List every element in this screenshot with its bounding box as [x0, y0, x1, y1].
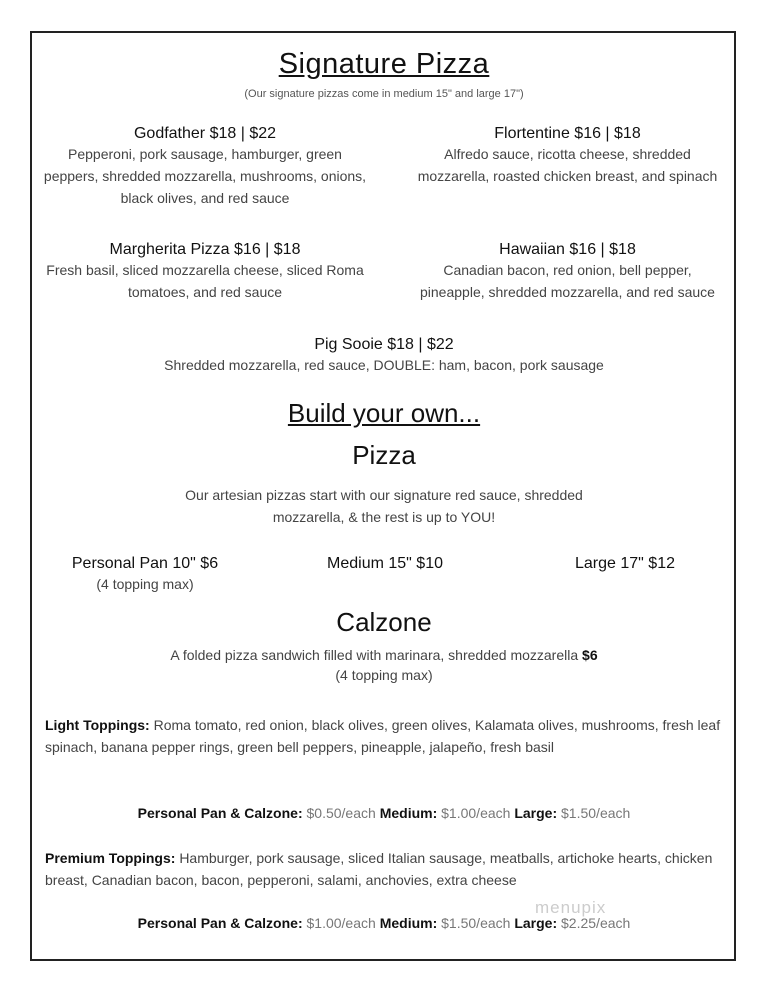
price-value: $0.50/each [306, 805, 376, 821]
pizza-desc: Fresh basil, sliced mozzarella cheese, sliced Roma tomatoes, and red sauce [46, 262, 364, 300]
premium-toppings-prices [0, 912, 768, 934]
light-toppings-list: Roma tomato, red onion, black olives, green olives, Kalamata olives, mushrooms, fresh leaf spinach, banana pepper rings, green bell peppers, pineapple, jalapeño, fresh basil [45, 717, 721, 755]
pizza-desc: Shredded mozzarella, red sauce, DOUBLE: ham, bacon, pork sausage [164, 357, 604, 373]
pizza-name: Margherita Pizza $16 | $18 [109, 241, 301, 258]
premium-toppings-label: Premium Toppings: [45, 850, 176, 866]
calzone-desc [0, 645, 768, 685]
calzone-note: (4 topping max) [335, 667, 433, 683]
pizza-name: Godfather $18 | $22 [133, 125, 277, 142]
price-value: $1.50/each [561, 805, 631, 821]
light-toppings-label: Light Toppings: [45, 717, 150, 733]
premium-toppings-list: Hamburger, pork sausage, sliced Italian sausage, meatballs, artichoke hearts, chicken breast, Canadian bacon, bacon, pepperoni, salami, anchovies, extra cheese [45, 850, 713, 888]
price-label: Personal Pan & Calzone: [137, 915, 303, 931]
price-value: $2.25/each [561, 915, 631, 931]
signature-subtitle: (Our signature pizzas come in medium 15" and large 17") [244, 88, 524, 100]
price-value: $1.00/each [306, 915, 376, 931]
pizza-desc: Alfredo sauce, ricotta cheese, shredded mozzarella, roasted chicken breast, and spinach [417, 146, 718, 184]
price-label: Medium: [379, 915, 438, 931]
pizza-pig-sooie [0, 336, 768, 376]
size-note: (4 topping max) [96, 576, 194, 592]
size-personal [40, 555, 250, 595]
price-value: $1.50/each [441, 915, 511, 931]
watermark: menupix [535, 898, 607, 917]
pizza-florentine [415, 125, 720, 187]
light-toppings [45, 714, 725, 758]
pizza-desc: Pepperoni, pork sausage, hamburger, green peppers, shredded mozzarella, mushrooms, onions, black olives, and red sauce [43, 146, 367, 206]
pizza-title: Pizza [352, 440, 416, 470]
pizza-desc: Canadian bacon, red onion, bell pepper, pineapple, shredded mozzarella, and red sauce [420, 262, 715, 300]
price-value: $1.00/each [441, 805, 511, 821]
signature-title: Signature Pizza [278, 48, 490, 80]
price-label: Large: [514, 805, 558, 821]
pizza-margherita [40, 241, 370, 303]
size-large: Large 17" $12 [575, 555, 675, 572]
pizza-name: Flortentine $16 | $18 [494, 125, 641, 142]
price-label: Large: [514, 915, 558, 931]
calzone-desc-text: A folded pizza sandwich filled with marinara, shredded mozzarella [170, 647, 579, 663]
pizza-desc: Our artesian pizzas start with our signature red sauce, shredded mozzarella, & the rest is up to YOU! [185, 487, 583, 525]
price-label: Personal Pan & Calzone: [137, 805, 303, 821]
pizza-hawaiian [415, 241, 720, 303]
calzone-title: Calzone [336, 607, 432, 637]
light-toppings-prices [0, 802, 768, 824]
build-title: Build your own... [287, 398, 481, 428]
pizza-name: Hawaiian $16 | $18 [499, 241, 636, 258]
size-medium: Medium 15" $10 [327, 555, 443, 572]
pizza-godfather [40, 125, 370, 209]
price-label: Medium: [379, 805, 438, 821]
size-label: Personal Pan 10" $6 [71, 555, 219, 572]
premium-toppings [45, 847, 725, 891]
calzone-price: $6 [582, 647, 598, 663]
pizza-name: Pig Sooie $18 | $22 [314, 336, 454, 353]
